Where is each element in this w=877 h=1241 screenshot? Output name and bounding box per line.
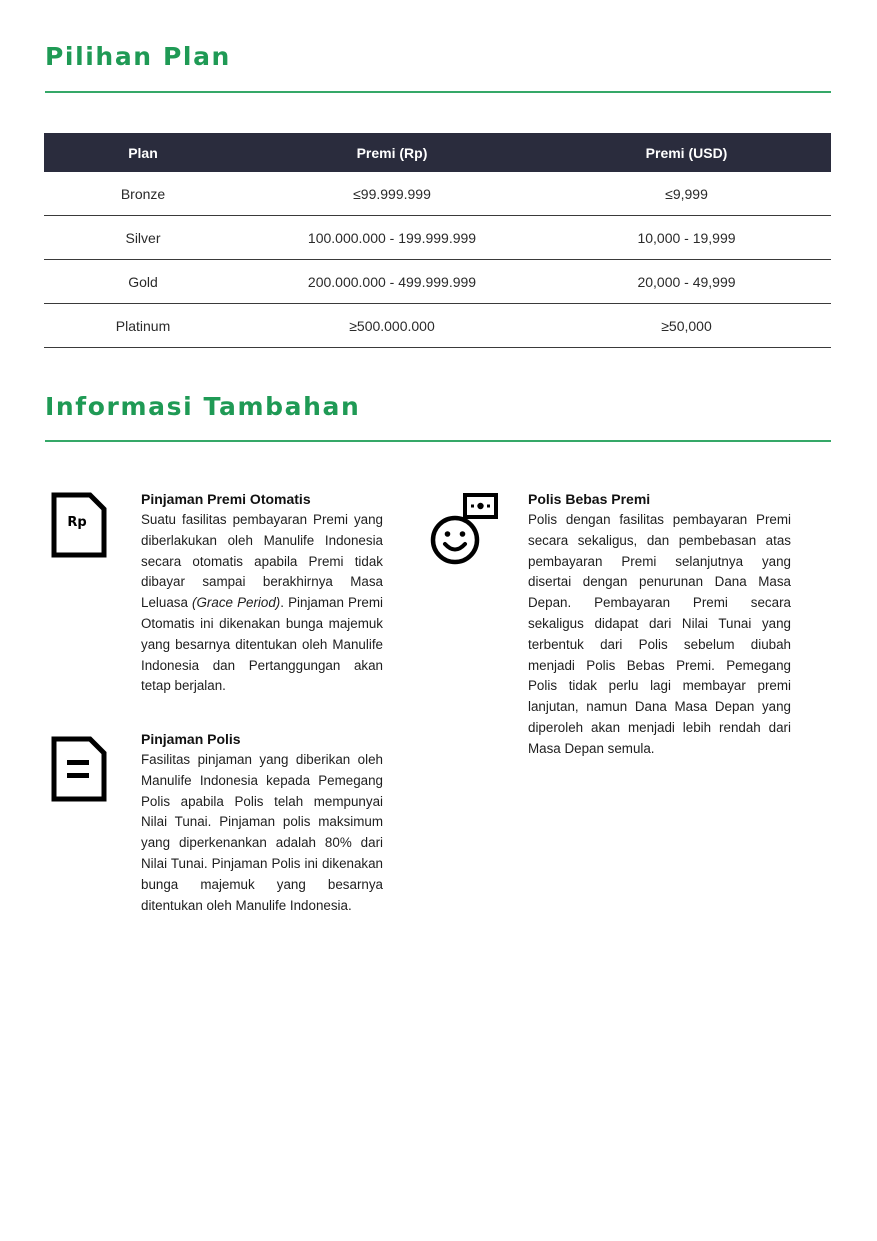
rp-icon-label: Rp [67,515,87,530]
table-row [44,216,831,260]
header-premi-usd: Premi (USD) [542,133,831,172]
cell-premi-rp: ≤99.999.999 [242,172,542,216]
cell-premi-usd: 20,000 - 49,999 [542,260,831,304]
header-premi-rp: Premi (Rp) [242,133,542,172]
plan-section-divider [45,91,831,93]
pinjaman-polis-text: Fasilitas pinjaman yang diberikan oleh Manulife Indonesia kepada Pemegang Polis apabila Polis telah mempunyai Nilai Tunai. Pinjaman polis maksimum yang diperkenankan adalah 80% dari Nilai Tunai. Pinjaman Polis ini dikenakan bunga majemuk yang besarnya ditentukan oleh Manulife Indonesia. [141,752,383,913]
pinjaman-premi-text-part: . Pinjaman Premi Otomatis ini dikenakan bunga majemuk yang besarnya ditentukan oleh Manulife Indonesia dan Pertanggungan akan tetap berjalan. [141,595,383,694]
header-plan: Plan [44,133,242,172]
cell-premi-rp: ≥500.000.000 [242,304,542,348]
polis-bebas-title: Polis Bebas Premi [528,491,651,507]
table-row [44,172,831,216]
cell-plan: Platinum [44,304,242,348]
info-polis-bebas-premi [528,490,791,760]
plan-table [44,133,831,348]
cell-plan: Bronze [44,172,242,216]
info-section-title: Informasi Tambahan [45,392,361,421]
table-row [44,304,831,348]
info-section-divider [45,440,831,442]
pinjaman-polis-title: Pinjaman Polis [141,731,241,747]
cell-premi-rp: 200.000.000 - 499.999.999 [242,260,542,304]
rp-document-icon [50,492,108,565]
info-pinjaman-polis [141,730,383,916]
cell-premi-usd: ≤9,999 [542,172,831,216]
pinjaman-premi-text [141,510,383,697]
cell-premi-rp: 100.000.000 - 199.999.999 [242,216,542,260]
pinjaman-premi-text-part: Suatu fasilitas pembayaran Premi yang diberlakukan oleh Manulife Indonesia secara otomatis apabila Premi tidak dibayar sampai berakhirnya Masa Leluasa [141,512,383,611]
smiley-money-icon [428,492,502,573]
cell-premi-usd: 10,000 - 19,999 [542,216,831,260]
cell-plan: Gold [44,260,242,304]
polis-bebas-text: Polis dengan fasilitas pembayaran Premi secara sekaligus, dan pembebasan atas pembayaran Premi selanjutnya yang disertai dengan penurunan Dana Masa Depan. Pembayaran Premi secara sekaligus didapat dari Nilai Tunai yang terbentuk dari Polis sebelum diubah menjadi Polis Bebas Premi. Pemegang Polis tidak perlu lagi membayar premi lanjutan, namun Dana Masa Depan yang diperoleh akan menjadi lebih rendah dari Masa Depan semula. [528,512,791,756]
cell-plan: Silver [44,216,242,260]
cell-premi-usd: ≥50,000 [542,304,831,348]
document-icon [50,736,108,809]
pinjaman-premi-title: Pinjaman Premi Otomatis [141,491,311,507]
plan-table-header-row [44,133,831,172]
table-row [44,260,831,304]
info-pinjaman-premi [141,490,383,697]
grace-period-term: (Grace Period) [192,595,281,611]
plan-section-title: Pilihan Plan [45,42,231,71]
